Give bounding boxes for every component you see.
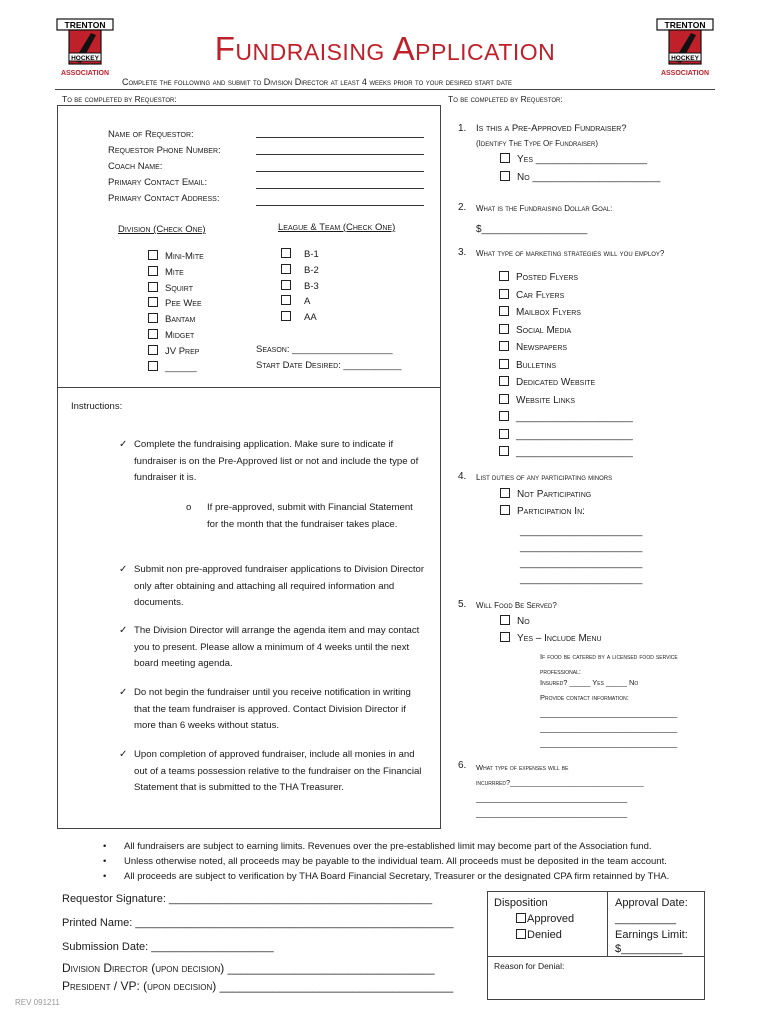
field-label: Name of Requestor:	[108, 129, 194, 140]
blank-line[interactable]: ________________________________	[476, 808, 628, 818]
division-option[interactable]: Pee Wee	[148, 296, 204, 312]
director-signature-field[interactable]: Division Director (upon decision) _______________________________	[62, 961, 435, 975]
checkbox[interactable]	[499, 394, 509, 404]
checkbox[interactable]	[281, 248, 291, 258]
instruction-subitem: If pre-approved, submit with Financial Statement for the month that the fundraiser takes place.	[207, 502, 413, 530]
checkbox[interactable]	[500, 505, 510, 515]
name-input[interactable]	[256, 125, 424, 138]
q4-blanks[interactable]	[520, 524, 642, 588]
league-option[interactable]: AA	[281, 310, 319, 326]
q6-question-cont[interactable]: incurrred?________________________________	[476, 778, 644, 787]
checkbox[interactable]	[148, 250, 158, 260]
bullet-list	[103, 839, 669, 884]
q5-number: 5.	[458, 599, 467, 610]
approval-date-input[interactable]: __________	[615, 913, 677, 925]
printed-name-field[interactable]: Printed Name: ____________________________________________________	[62, 917, 454, 929]
checkbox[interactable]	[281, 264, 291, 274]
page-title: Fundraising Application	[214, 30, 556, 67]
q5-insured[interactable]: Insured? _____ Yes _____ No	[540, 678, 639, 687]
left-header: To be completed by Requestor:	[62, 94, 177, 104]
division-options	[148, 249, 204, 375]
checkbox[interactable]	[500, 615, 510, 625]
q3-number: 3.	[458, 247, 467, 258]
instruction-item: ✓ Submit non pre-approved fundraiser applications to Division Director only after obtaining and attaching all required information and documents.	[119, 564, 425, 608]
requestor-inputs[interactable]	[256, 125, 424, 206]
blank-line[interactable]: _____________________________	[540, 708, 678, 718]
field-label: Primary Contact Email:	[108, 177, 208, 188]
checkbox[interactable]	[499, 271, 509, 281]
checkbox[interactable]	[500, 632, 510, 642]
svg-text:ASSOCIATION: ASSOCIATION	[660, 70, 710, 77]
q3-options	[499, 269, 633, 462]
blank-line[interactable]: ______________________	[520, 558, 643, 569]
league-option[interactable]: A	[281, 294, 319, 310]
league-option[interactable]: B-3	[281, 279, 319, 295]
field-label: Primary Contact Address:	[108, 193, 220, 204]
marketing-option[interactable]: Car Flyers	[499, 287, 633, 305]
q3-question: What type of marketing strategies will you employ?	[476, 249, 665, 258]
q5-yes-option[interactable]: Yes – Include Menu	[500, 632, 602, 644]
left-box-top	[57, 105, 441, 106]
blank-line[interactable]: ______________________	[520, 526, 643, 537]
marketing-option[interactable]: Mailbox Flyers	[499, 304, 633, 322]
q6-question: What type of expenses will be	[476, 763, 569, 772]
q1-question: Is this a Pre-Approved Fundraiser?	[476, 123, 627, 134]
coach-input[interactable]	[256, 159, 424, 172]
address-input[interactable]	[256, 193, 424, 206]
left-box-border	[57, 105, 58, 828]
checkbox[interactable]	[281, 280, 291, 290]
checkbox[interactable]	[148, 361, 158, 371]
approval-box	[487, 891, 705, 1000]
instructions-divider	[57, 387, 441, 388]
email-input[interactable]	[256, 176, 424, 189]
marketing-option[interactable]: _____________________	[499, 427, 633, 445]
check-icon: ✓	[119, 439, 128, 450]
checkbox[interactable]	[148, 329, 158, 339]
field-label: Coach Name:	[108, 161, 163, 172]
page-subtitle: Complete the following and submit to Division Director at least 4 weeks prior to your desired start date	[122, 77, 512, 87]
marketing-option[interactable]: Dedicated Website	[499, 374, 633, 392]
earnings-limit-label: Earnings Limit:	[615, 929, 688, 941]
checkbox[interactable]	[499, 359, 509, 369]
division-option[interactable]: Squirt	[148, 281, 204, 297]
league-heading: League & Team (Check One)	[278, 222, 396, 233]
checkbox[interactable]	[148, 282, 158, 292]
blank-line[interactable]: ______________________	[520, 574, 643, 585]
q1-subtext: (Identify The Type Of Fundraiser)	[476, 139, 599, 148]
instruction-item: ✓ Complete the fundraising application. Make sure to indicate if fundraiser is on the Pre-Approved list or not and include the type of fundraiser it is.	[119, 439, 419, 483]
requestor-fields	[108, 127, 221, 207]
checkbox[interactable]	[281, 295, 291, 305]
blank-line[interactable]: _____________________________	[540, 738, 678, 748]
marketing-option[interactable]: _____________________	[499, 409, 633, 427]
checkbox[interactable]	[148, 297, 158, 307]
checkbox[interactable]	[499, 376, 509, 386]
q1-yes-option[interactable]: Yes ____________________	[500, 153, 647, 165]
q4-not-participating[interactable]: Not Participating	[500, 488, 591, 500]
checkbox[interactable]	[500, 171, 510, 181]
division-option[interactable]: ______	[148, 360, 204, 376]
column-divider	[440, 105, 441, 828]
instruction-item: ✓ The Division Director will arrange the agenda item and may contact you to present. Please allow a minimum of 4 weeks until the next board meeting agenda.	[119, 625, 420, 669]
q5-question: Will Food Be Served?	[476, 601, 557, 610]
q6-number: 6.	[458, 760, 467, 771]
q4-question: List duties of any participating minors	[476, 473, 613, 482]
checkbox[interactable]	[281, 311, 291, 321]
blank-line[interactable]: _____________________________	[540, 723, 678, 733]
division-option[interactable]: JV Prep	[148, 344, 204, 360]
marketing-option[interactable]: _____________________	[499, 444, 633, 462]
earnings-limit-input[interactable]: $__________	[615, 943, 683, 955]
q1-no-option[interactable]: No _______________________	[500, 171, 660, 183]
checkbox[interactable]	[516, 913, 526, 923]
checkbox[interactable]	[148, 345, 158, 355]
q2-number: 2.	[458, 202, 467, 213]
marketing-option[interactable]: Posted Flyers	[499, 269, 633, 287]
check-icon: ✓	[119, 625, 128, 636]
blank-line[interactable]: ______________________	[520, 542, 643, 553]
q1-number: 1.	[458, 123, 467, 134]
q5-no-option[interactable]: No	[500, 615, 530, 627]
requestor-signature-field[interactable]: Requestor Signature: ___________________________________________	[62, 893, 433, 905]
disposition-label: Disposition	[494, 897, 548, 909]
league-option[interactable]: B-1	[281, 247, 319, 263]
checkbox[interactable]	[499, 429, 509, 439]
right-header: To be completed by Requestor:	[448, 94, 563, 104]
marketing-option[interactable]: Website Links	[499, 392, 633, 410]
division-option[interactable]: Mite	[148, 265, 204, 281]
marketing-option[interactable]: Newspapers	[499, 339, 633, 357]
marketing-option[interactable]: Bulletins	[499, 357, 633, 375]
league-option[interactable]: B-2	[281, 263, 319, 279]
q4-number: 4.	[458, 471, 467, 482]
reason-for-denial-label: Reason for Denial:	[494, 961, 565, 971]
season-field[interactable]: Season: ___________________	[256, 344, 393, 355]
approval-hdivider	[488, 956, 704, 957]
division-option[interactable]: Bantam	[148, 312, 204, 328]
revision-label: REV 091211	[15, 998, 60, 1007]
instruction-item: ✓ Upon completion of approved fundraiser, include all monies in and out of a teams possession relative to the fundraiser on the Financial Statement that is submitted to the THA Treasurer.	[119, 749, 422, 793]
q5-provide-contact: Provide contact information:	[540, 693, 629, 702]
instruction-item: ✓ Do not begin the fundraiser until you receive notification in writing that the team fundraiser is approved. Contact Division Director if more than 6 weeks without status.	[119, 687, 411, 731]
approval-divider	[607, 892, 608, 956]
svg-text:ASSOCIATION: ASSOCIATION	[60, 70, 110, 77]
bullet-item: • Unless otherwise noted, all proceeds may be payable to the individual team. All proceeds must be deposited in the team account.	[103, 856, 667, 867]
approved-option[interactable]: Approved	[516, 913, 574, 925]
q4-participation[interactable]: Participation In:	[500, 505, 585, 517]
checkbox[interactable]	[499, 324, 509, 334]
checkbox[interactable]	[148, 313, 158, 323]
checkbox[interactable]	[499, 289, 509, 299]
svg-text:HOCKEY: HOCKEY	[71, 55, 99, 62]
check-icon: ✓	[119, 687, 128, 698]
instructions-heading: Instructions:	[71, 401, 123, 412]
check-icon: ✓	[119, 749, 128, 760]
checkbox[interactable]	[499, 411, 509, 421]
svg-text:TRENTON: TRENTON	[64, 20, 106, 30]
bullet-item: • All proceeds are subject to verification by THA Board Financial Secretary, Treasurer or the designated CPA firm retainned by THA.	[103, 871, 670, 882]
left-box-bottom	[57, 828, 441, 829]
blank-line[interactable]: ________________________________	[476, 793, 628, 803]
division-option[interactable]: Mini-Mite	[148, 249, 204, 265]
q6-blanks[interactable]	[476, 791, 627, 821]
submission-date-field[interactable]: Submission Date: ____________________	[62, 941, 274, 953]
q2-question: What is the Fundraising Dollar Goal:	[476, 204, 613, 213]
checkbox[interactable]	[148, 266, 158, 276]
header-divider	[55, 89, 715, 90]
checkbox[interactable]	[516, 929, 526, 939]
division-heading: Division (Check One)	[118, 224, 206, 235]
start-date-field[interactable]: Start Date Desired: ___________	[256, 360, 402, 371]
field-label: Requestor Phone Number:	[108, 145, 221, 156]
phone-input[interactable]	[256, 142, 424, 155]
division-option[interactable]: Midget	[148, 328, 204, 344]
approval-date-label: Approval Date:	[615, 897, 688, 909]
denied-option[interactable]: Denied	[516, 929, 562, 941]
president-signature-field[interactable]: President / VP: (upon decision) ___________________________________	[62, 979, 454, 993]
svg-text:HOCKEY: HOCKEY	[671, 55, 699, 62]
q5-catering-note: If food be catered by a licensed food service professional:	[540, 652, 678, 676]
check-icon: ✓	[119, 564, 128, 575]
bullet-item: • All fundraisers are subject to earning limits. Revenues over the pre-established limit may become part of the Association fund.	[103, 841, 652, 852]
q2-answer-field[interactable]: $___________________	[476, 224, 588, 235]
checkbox[interactable]	[499, 446, 509, 456]
checkbox[interactable]	[500, 153, 510, 163]
marketing-option[interactable]: Social Media	[499, 322, 633, 340]
league-options	[281, 247, 319, 326]
q5-blanks[interactable]	[540, 706, 677, 751]
checkbox[interactable]	[499, 341, 509, 351]
sub-marker: o	[186, 502, 192, 513]
svg-text:TRENTON: TRENTON	[664, 20, 706, 30]
checkbox[interactable]	[500, 488, 510, 498]
checkbox[interactable]	[499, 306, 509, 316]
